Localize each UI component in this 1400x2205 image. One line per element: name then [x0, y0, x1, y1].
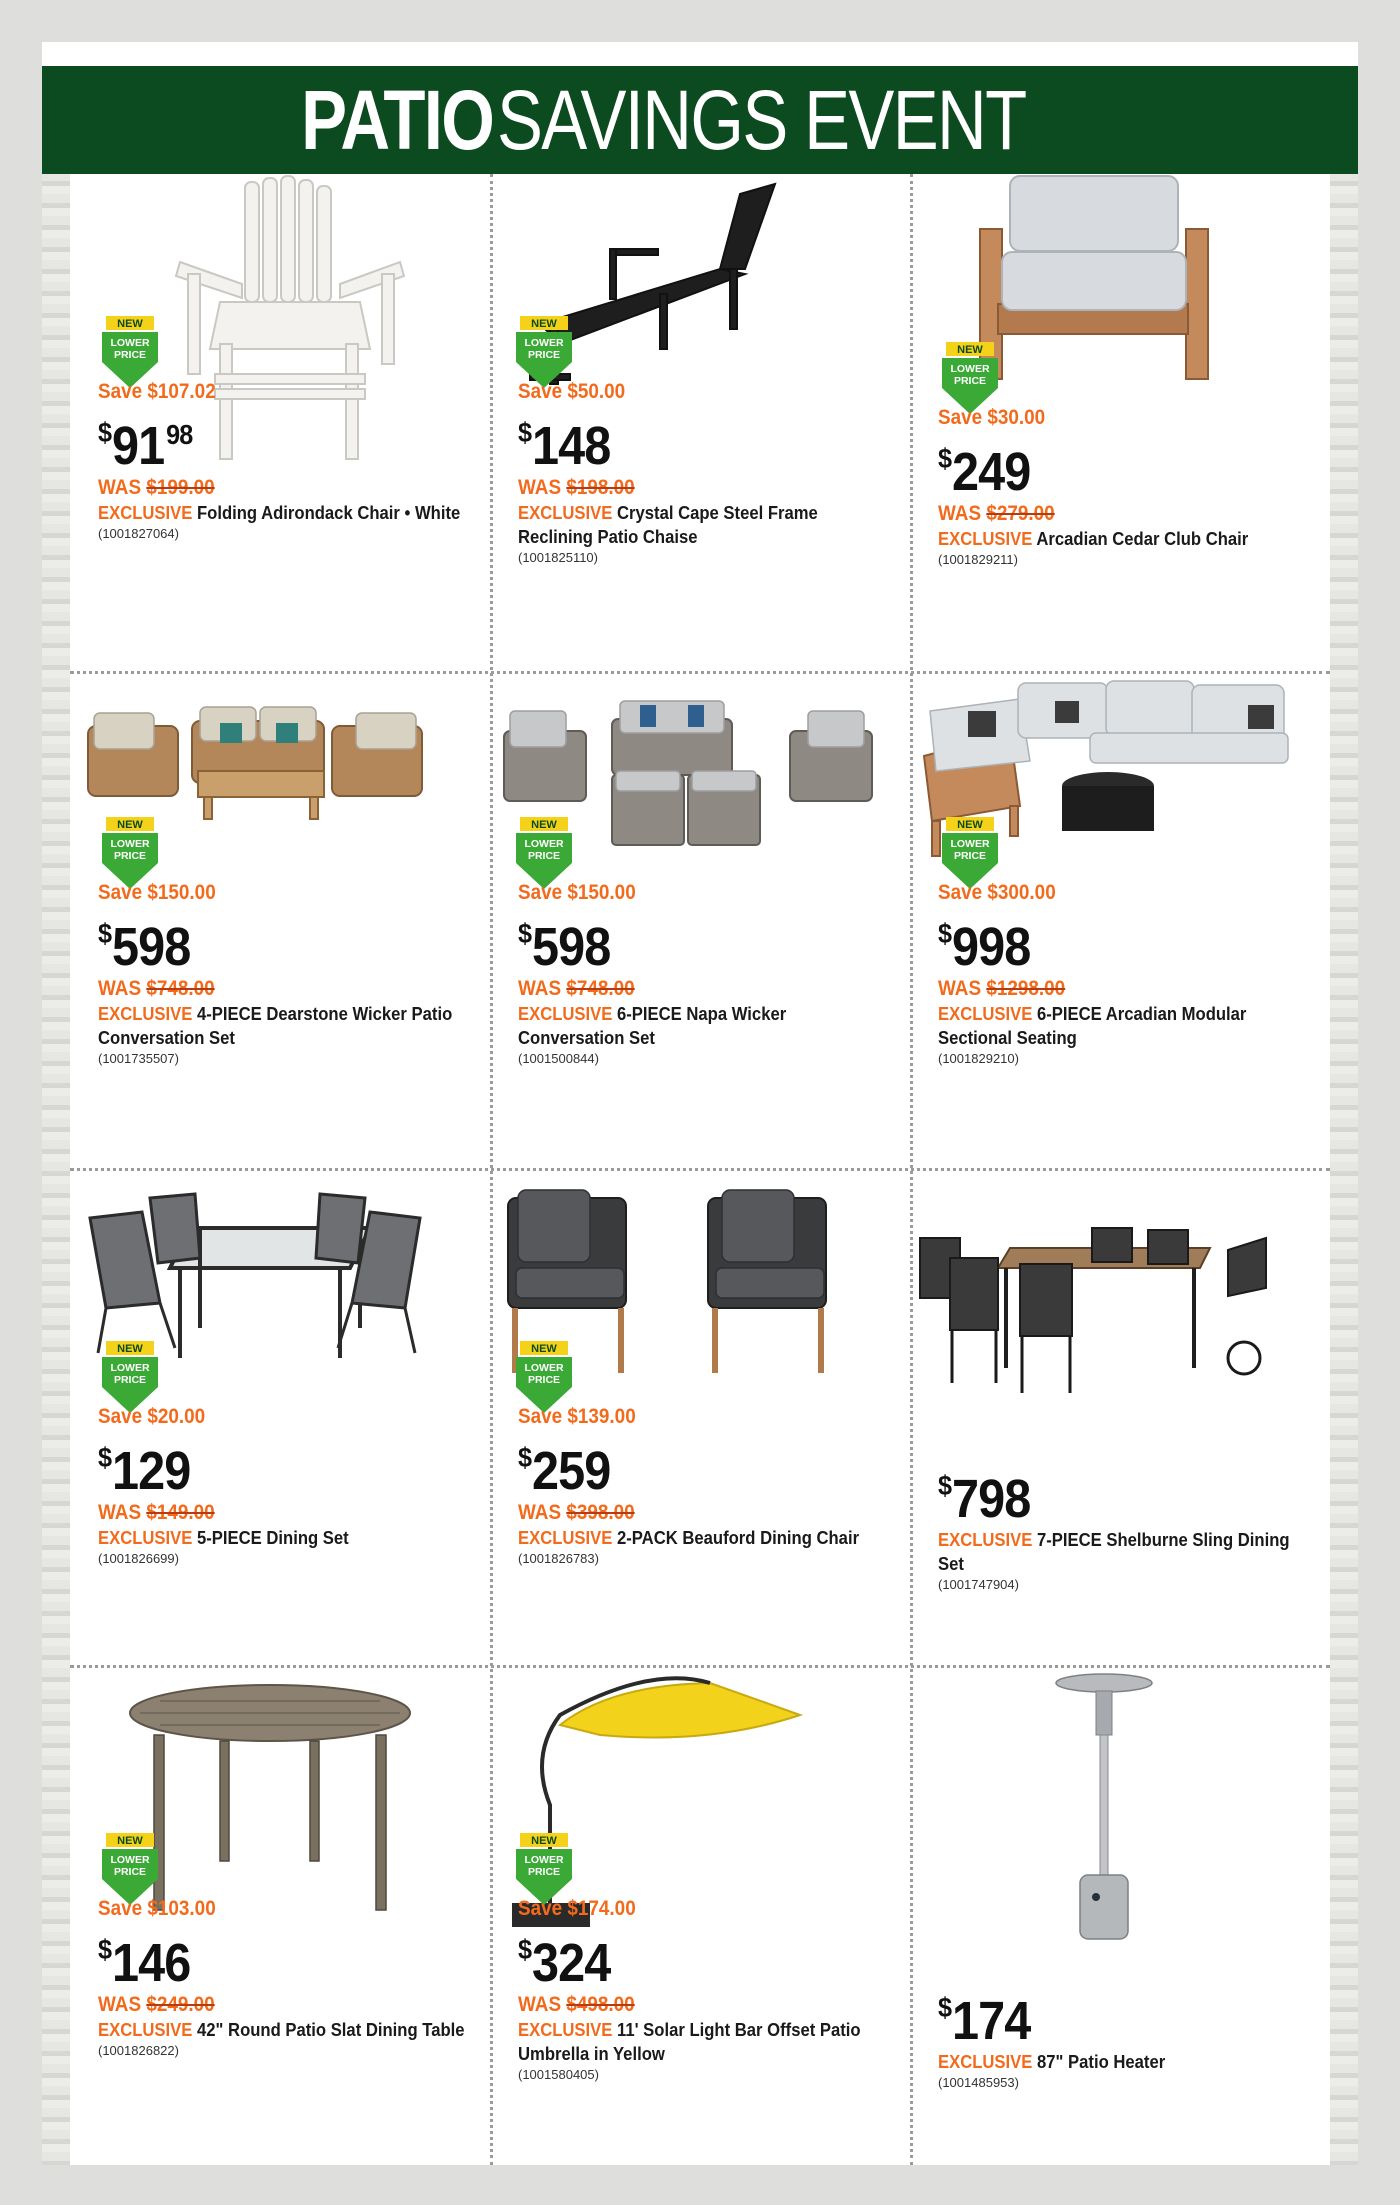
product-card-offset-umbrella[interactable] — [490, 1665, 910, 2162]
sale-price: $174 — [938, 1991, 1031, 2051]
sale-price: $798 — [938, 1469, 1031, 1529]
new-lower-price-badge — [98, 316, 162, 390]
product-sku: (1001826822) — [98, 2043, 179, 2058]
product-name: EXCLUSIVE Crystal Cape Steel Frame Reclining Patio Chaise — [518, 502, 818, 547]
product-name: EXCLUSIVE 7-PIECE Shelburne Sling Dining Set — [938, 1529, 1290, 1574]
new-lower-price-badge — [512, 316, 576, 390]
product-name: EXCLUSIVE 6-PIECE Arcadian Modular Sectional Seating — [938, 1003, 1247, 1048]
save-amount: Save $50.00 — [518, 380, 626, 403]
product-card-5-piece-dining[interactable] — [70, 1168, 490, 1665]
new-lower-price-badge — [512, 1833, 576, 1907]
sale-price: $259 — [518, 1441, 611, 1501]
svg-text:NEW: NEW — [531, 1343, 557, 1355]
product-card-arcadian-sectional[interactable] — [910, 671, 1330, 1168]
was-price: WAS $199.00 — [98, 476, 215, 499]
product-card-dearstone-set[interactable] — [70, 671, 490, 1168]
svg-text:LOWER: LOWER — [524, 1854, 564, 1866]
svg-text:LOWER: LOWER — [110, 337, 150, 349]
new-lower-price-badge — [512, 1341, 576, 1415]
new-lower-price-badge — [98, 1833, 162, 1907]
sale-price: $^{\$}91^{98}$ — [98, 416, 193, 476]
product-sku: (1001829210) — [938, 1051, 1019, 1066]
product-name: EXCLUSIVE 42" Round Patio Slat Dining Table — [98, 2019, 465, 2040]
save-amount: Save $150.00 — [98, 881, 216, 904]
sale-price: $129 — [98, 1441, 191, 1501]
svg-text:PRICE: PRICE — [953, 375, 987, 387]
new-lower-price-badge — [98, 1341, 162, 1415]
product-sku: (1001825110) — [518, 550, 598, 565]
was-price: WAS $149.00 — [98, 1501, 215, 1524]
svg-text:NEW: NEW — [531, 318, 557, 330]
price-block — [938, 1979, 1312, 2092]
product-name: EXCLUSIVE 11' Solar Light Bar Offset Patio Umbrella in Yellow — [518, 2019, 861, 2064]
product-sku: (1001827064) — [98, 526, 179, 541]
product-card-reclining-chaise[interactable] — [490, 174, 910, 671]
sale-price: $598 — [518, 917, 611, 977]
product-card-adirondack-chair[interactable] — [70, 174, 490, 671]
svg-text:LOWER: LOWER — [524, 337, 564, 349]
svg-text:PRICE: PRICE — [527, 349, 561, 361]
product-sku: (1001735507) — [98, 1051, 179, 1066]
product-name: EXCLUSIVE 2-PACK Beauford Dining Chair — [518, 1527, 860, 1548]
save-amount: Save $103.00 — [98, 1897, 216, 1920]
was-price: WAS $249.00 — [98, 1993, 215, 2016]
price-block — [518, 380, 892, 567]
svg-text:PRICE: PRICE — [527, 1374, 561, 1386]
svg-text:NEW: NEW — [117, 318, 143, 330]
page-edge-left — [42, 172, 70, 2165]
svg-text:PRICE: PRICE — [113, 850, 147, 862]
sale-price: $249 — [938, 442, 1031, 502]
sling-dining-set-image — [910, 1168, 1330, 1468]
price-block — [98, 881, 472, 1068]
new-lower-price-badge — [938, 817, 1002, 891]
sale-price: $324 — [518, 1933, 611, 1993]
product-name: EXCLUSIVE 5-PIECE Dining Set — [98, 1527, 349, 1548]
patio-heater-image — [910, 1665, 1330, 1965]
svg-text:PRICE: PRICE — [527, 850, 561, 862]
product-card-beauford-chairs[interactable] — [490, 1168, 910, 1665]
save-amount: Save $174.00 — [518, 1897, 636, 1920]
product-name: EXCLUSIVE 4-PIECE Dearstone Wicker Patio Conversation Set — [98, 1003, 453, 1048]
product-sku: (1001826783) — [518, 1551, 599, 1566]
header-banner — [42, 66, 1358, 174]
new-lower-price-badge — [98, 817, 162, 891]
sale-price: $148 — [518, 416, 611, 476]
product-card-club-chair[interactable] — [910, 174, 1330, 671]
price-block — [518, 1897, 892, 2084]
price-block — [938, 406, 1312, 569]
product-sku: (1001580405) — [518, 2067, 599, 2082]
svg-text:PRICE: PRICE — [527, 1866, 561, 1878]
save-amount: Save $107.02 — [98, 380, 216, 403]
product-sku: (1001747904) — [938, 1577, 1019, 1592]
product-card-round-table[interactable] — [70, 1665, 490, 2162]
product-name: EXCLUSIVE Folding Adirondack Chair • White — [98, 502, 461, 523]
price-block — [518, 881, 892, 1068]
sale-price: $998 — [938, 917, 1031, 977]
svg-text:LOWER: LOWER — [524, 1362, 564, 1374]
flyer-page — [42, 42, 1358, 2165]
price-block — [938, 1457, 1312, 1594]
svg-text:NEW: NEW — [957, 819, 983, 831]
svg-text:PRICE: PRICE — [953, 850, 987, 862]
price-block — [98, 1897, 472, 2060]
svg-text:LOWER: LOWER — [110, 1362, 150, 1374]
svg-text:LOWER: LOWER — [950, 363, 990, 375]
svg-text:LOWER: LOWER — [950, 838, 990, 850]
was-price: WAS $198.00 — [518, 476, 635, 499]
banner-title-bold: PATIO — [300, 72, 493, 167]
price-block — [98, 1405, 472, 1568]
save-amount: Save $20.00 — [98, 1405, 206, 1428]
was-price: WAS $1298.00 — [938, 977, 1066, 1000]
product-card-shelburne-dining[interactable] — [910, 1168, 1330, 1665]
was-price: WAS $748.00 — [98, 977, 215, 1000]
product-sku: (1001826699) — [98, 1551, 179, 1566]
svg-text:NEW: NEW — [531, 1835, 557, 1847]
svg-text:PRICE: PRICE — [113, 1866, 147, 1878]
was-price: WAS $498.00 — [518, 1993, 635, 2016]
svg-text:NEW: NEW — [117, 1343, 143, 1355]
svg-text:NEW: NEW — [957, 344, 983, 356]
was-price: WAS $748.00 — [518, 977, 635, 1000]
save-amount: Save $139.00 — [518, 1405, 636, 1428]
product-sku: (1001485953) — [938, 2075, 1019, 2090]
svg-text:LOWER: LOWER — [524, 838, 564, 850]
svg-text:NEW: NEW — [117, 1835, 143, 1847]
sale-price: $146 — [98, 1933, 191, 1993]
save-amount: Save $150.00 — [518, 881, 636, 904]
product-grid — [70, 174, 1330, 2165]
product-sku: (1001829211) — [938, 552, 1018, 567]
svg-text:LOWER: LOWER — [110, 1854, 150, 1866]
product-sku: (1001500844) — [518, 1051, 599, 1066]
page-edge-right — [1330, 172, 1358, 2165]
was-price: WAS $398.00 — [518, 1501, 635, 1524]
save-amount: Save $300.00 — [938, 881, 1056, 904]
product-name: EXCLUSIVE Arcadian Cedar Club Chair — [938, 528, 1249, 549]
price-block — [518, 1405, 892, 1568]
new-lower-price-badge — [938, 342, 1002, 416]
product-card-napa-set[interactable] — [490, 671, 910, 1168]
new-lower-price-badge — [512, 817, 576, 891]
sale-price: $598 — [98, 917, 191, 977]
save-amount: Save $30.00 — [938, 406, 1046, 429]
svg-text:NEW: NEW — [531, 819, 557, 831]
product-name: EXCLUSIVE 6-PIECE Napa Wicker Conversation Set — [518, 1003, 787, 1048]
svg-text:NEW: NEW — [117, 819, 143, 831]
product-card-patio-heater[interactable] — [910, 1665, 1330, 2162]
svg-text:PRICE: PRICE — [113, 349, 147, 361]
banner-title-regular: SAVINGS EVENT — [496, 72, 1026, 167]
product-name: EXCLUSIVE 87" Patio Heater — [938, 2051, 1166, 2072]
price-block — [938, 881, 1312, 1068]
price-block — [98, 380, 472, 543]
was-price: WAS $279.00 — [938, 502, 1055, 525]
svg-text:PRICE: PRICE — [113, 1374, 147, 1386]
svg-text:LOWER: LOWER — [110, 838, 150, 850]
